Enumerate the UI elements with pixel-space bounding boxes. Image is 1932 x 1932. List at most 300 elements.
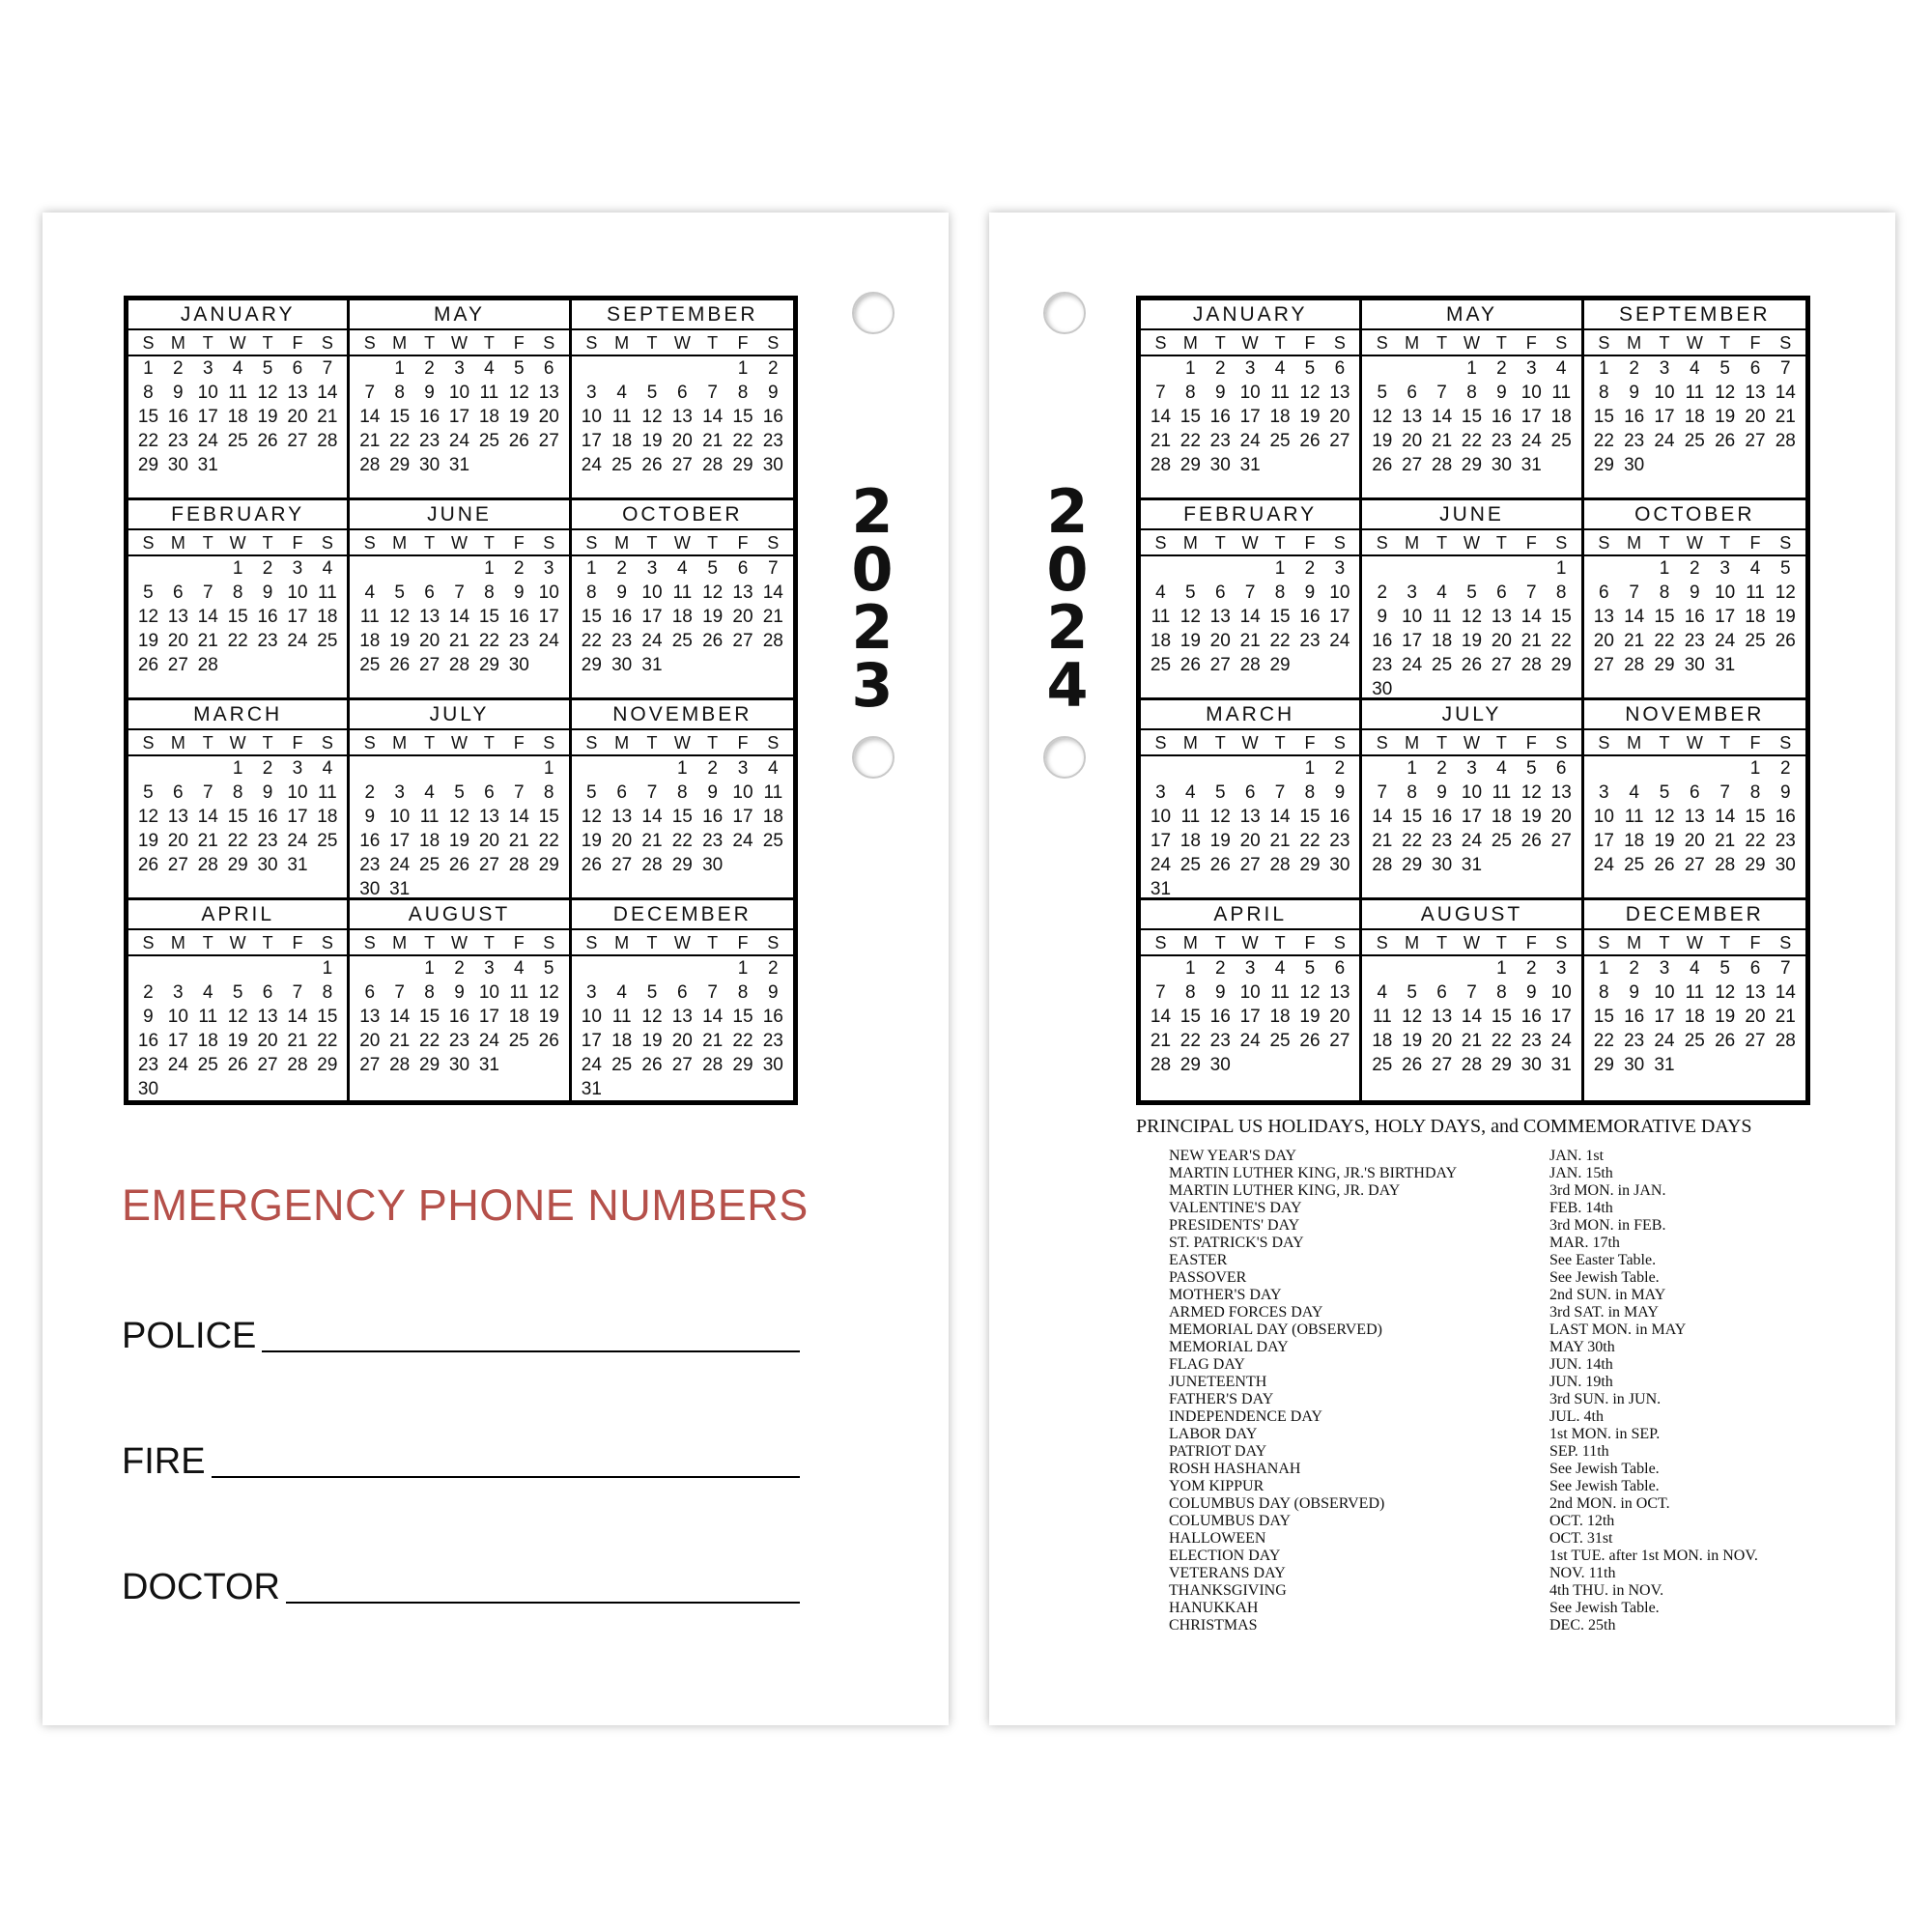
week-row bbox=[1584, 853, 1805, 877]
weekday-header: W bbox=[450, 333, 468, 353]
day-cell: 24 bbox=[641, 631, 663, 651]
day-cell: 30 bbox=[508, 655, 529, 675]
day-cell: 23 bbox=[702, 831, 724, 851]
week-row bbox=[350, 756, 568, 781]
week-row bbox=[350, 453, 568, 477]
week-row bbox=[1362, 677, 1580, 700]
weekday-header: S bbox=[767, 933, 780, 952]
week-row bbox=[1362, 1029, 1580, 1053]
doctor-write-line[interactable] bbox=[286, 1601, 800, 1604]
weekday-header: M bbox=[392, 933, 408, 952]
day-cell: 26 bbox=[389, 655, 411, 675]
holiday-name: YOM KIPPUR bbox=[1169, 1478, 1264, 1494]
day-cell: 4 bbox=[1690, 958, 1700, 979]
day-cell bbox=[1295, 877, 1325, 900]
weekday-header: S bbox=[142, 533, 155, 553]
weekday-header-row bbox=[1362, 730, 1580, 756]
day-cell: 12 bbox=[508, 383, 529, 403]
day-cell: 30 bbox=[1209, 1055, 1231, 1075]
week-row bbox=[1584, 581, 1805, 605]
month-name: JUNE bbox=[350, 500, 568, 530]
week-row bbox=[572, 605, 793, 629]
day-cell bbox=[1295, 1053, 1325, 1077]
day-cell: 28 bbox=[197, 655, 218, 675]
day-cell bbox=[312, 853, 342, 877]
day-cell: 14 bbox=[197, 607, 218, 627]
day-cell: 6 bbox=[173, 582, 184, 603]
day-cell: 20 bbox=[1745, 407, 1766, 427]
day-cell: 16 bbox=[1209, 407, 1231, 427]
day-cell: 15 bbox=[1179, 407, 1201, 427]
holiday-row bbox=[1169, 1339, 1845, 1356]
holiday-row bbox=[1169, 1165, 1845, 1182]
day-cell: 6 bbox=[616, 782, 627, 803]
day-cell bbox=[1517, 853, 1547, 877]
day-cell bbox=[1397, 356, 1427, 381]
day-cell: 5 bbox=[1719, 958, 1730, 979]
calendar-2024 bbox=[1136, 296, 1810, 1105]
day-cell: 12 bbox=[1299, 383, 1321, 403]
day-cell: 9 bbox=[514, 582, 525, 603]
day-cell: 17 bbox=[1654, 1007, 1675, 1027]
day-cell: 17 bbox=[641, 607, 663, 627]
year-digit: 2 bbox=[1046, 592, 1089, 663]
day-cell: 1 bbox=[394, 358, 405, 379]
day-cell: 25 bbox=[1684, 431, 1705, 451]
day-cell: 2 bbox=[1334, 758, 1346, 779]
day-cell: 23 bbox=[359, 855, 381, 875]
week-row bbox=[1362, 653, 1580, 677]
day-cell: 23 bbox=[167, 431, 188, 451]
day-cell: 28 bbox=[287, 1055, 308, 1075]
day-cell: 29 bbox=[419, 1055, 440, 1075]
day-cell: 17 bbox=[167, 1031, 188, 1051]
day-cell: 12 bbox=[227, 1007, 248, 1027]
day-cell: 27 bbox=[1239, 855, 1261, 875]
day-cell: 12 bbox=[1654, 807, 1675, 827]
day-cell: 20 bbox=[1684, 831, 1705, 851]
day-cell: 14 bbox=[1775, 982, 1796, 1003]
day-cell: 27 bbox=[478, 855, 499, 875]
day-cell: 3 bbox=[484, 958, 495, 979]
fire-label: FIRE bbox=[122, 1441, 206, 1482]
day-cell: 6 bbox=[262, 982, 273, 1003]
weekday-header-row bbox=[572, 930, 793, 956]
month-block bbox=[1141, 700, 1362, 900]
weekday-header: T bbox=[1214, 933, 1226, 952]
holiday-name: ARMED FORCES DAY bbox=[1169, 1304, 1323, 1321]
day-cell: 28 bbox=[317, 431, 338, 451]
day-cell: 22 bbox=[478, 631, 499, 651]
day-cell bbox=[1710, 453, 1740, 477]
year-digit: 3 bbox=[851, 650, 894, 721]
day-cell bbox=[1649, 756, 1679, 781]
day-cell: 27 bbox=[732, 631, 753, 651]
day-cell: 19 bbox=[1402, 1031, 1423, 1051]
holiday-row bbox=[1169, 1426, 1845, 1443]
day-cell: 8 bbox=[1304, 782, 1316, 803]
day-cell: 19 bbox=[1299, 1007, 1321, 1027]
day-cell: 22 bbox=[1179, 1031, 1201, 1051]
day-cell: 23 bbox=[1329, 831, 1350, 851]
day-cell: 29 bbox=[137, 455, 159, 475]
holiday-name: MEMORIAL DAY (OBSERVED) bbox=[1169, 1321, 1382, 1338]
day-cell: 22 bbox=[581, 631, 602, 651]
day-cell: 9 bbox=[424, 383, 435, 403]
day-cell bbox=[697, 1077, 727, 1100]
day-cell: 20 bbox=[1593, 631, 1614, 651]
holiday-row bbox=[1169, 1287, 1845, 1304]
weekday-header: F bbox=[513, 333, 525, 353]
day-cell: 13 bbox=[732, 582, 753, 603]
week-row bbox=[572, 956, 793, 980]
day-cell: 30 bbox=[702, 855, 724, 875]
day-cell: 1 bbox=[737, 958, 749, 979]
month-block bbox=[350, 700, 571, 900]
day-cell bbox=[1771, 1053, 1801, 1077]
day-cell: 21 bbox=[389, 1031, 411, 1051]
month-name: JULY bbox=[350, 700, 568, 730]
day-cell: 16 bbox=[359, 831, 381, 851]
day-cell: 25 bbox=[762, 831, 783, 851]
week-row bbox=[350, 853, 568, 877]
day-cell: 23 bbox=[762, 431, 783, 451]
day-cell bbox=[1589, 756, 1619, 781]
day-cell: 19 bbox=[1715, 407, 1736, 427]
day-cell: 26 bbox=[1654, 855, 1675, 875]
weekday-header: F bbox=[292, 733, 303, 753]
day-cell: 13 bbox=[1491, 607, 1512, 627]
day-cell: 25 bbox=[1624, 855, 1645, 875]
day-cell: 4 bbox=[1377, 982, 1388, 1003]
holiday-name: COLUMBUS DAY (OBSERVED) bbox=[1169, 1495, 1385, 1512]
day-cell: 5 bbox=[232, 982, 243, 1003]
day-cell: 31 bbox=[1520, 455, 1542, 475]
day-cell: 8 bbox=[322, 982, 333, 1003]
weekday-header: T bbox=[1436, 533, 1448, 553]
week-row bbox=[350, 781, 568, 805]
holiday-name: CHRISTMAS bbox=[1169, 1617, 1258, 1634]
day-cell: 22 bbox=[389, 431, 411, 451]
day-cell: 22 bbox=[732, 1031, 753, 1051]
day-cell: 29 bbox=[1179, 1055, 1201, 1075]
day-cell bbox=[1619, 756, 1649, 781]
day-cell: 27 bbox=[1329, 1031, 1350, 1051]
day-cell: 4 bbox=[322, 758, 333, 779]
year-digit: 2 bbox=[851, 592, 894, 663]
day-cell bbox=[668, 653, 697, 677]
day-cell: 20 bbox=[671, 431, 693, 451]
week-row bbox=[128, 605, 347, 629]
day-cell: 7 bbox=[768, 558, 779, 579]
day-cell: 2 bbox=[1629, 358, 1639, 379]
day-cell: 24 bbox=[287, 631, 308, 651]
day-cell: 11 bbox=[198, 1007, 218, 1027]
weekday-header: W bbox=[229, 533, 246, 553]
day-cell bbox=[414, 756, 444, 781]
weekday-header: T bbox=[483, 333, 495, 353]
day-cell: 15 bbox=[419, 1007, 440, 1027]
day-cell: 12 bbox=[389, 607, 411, 627]
weekday-header: T bbox=[202, 733, 213, 753]
weekday-header: T bbox=[262, 733, 273, 753]
day-cell: 2 bbox=[262, 558, 273, 579]
calendar-2023 bbox=[124, 296, 798, 1105]
weekday-header: W bbox=[1241, 533, 1259, 553]
day-cell: 9 bbox=[1334, 782, 1346, 803]
day-cell: 16 bbox=[1299, 607, 1321, 627]
day-cell: 15 bbox=[538, 807, 559, 827]
day-cell: 5 bbox=[1377, 383, 1388, 403]
day-cell: 22 bbox=[1179, 431, 1201, 451]
punch-hole-top bbox=[1043, 292, 1086, 334]
week-row bbox=[1141, 556, 1359, 581]
day-cell: 5 bbox=[586, 782, 597, 803]
holiday-row bbox=[1169, 1356, 1845, 1374]
week-row bbox=[1362, 829, 1580, 853]
day-cell: 22 bbox=[419, 1031, 440, 1051]
weekday-header: F bbox=[292, 933, 303, 952]
day-cell bbox=[133, 556, 163, 581]
day-cell: 1 bbox=[1659, 558, 1670, 579]
day-cell: 19 bbox=[137, 631, 159, 651]
holiday-name: MOTHER'S DAY bbox=[1169, 1287, 1282, 1303]
day-cell: 20 bbox=[732, 607, 753, 627]
day-cell: 26 bbox=[641, 455, 663, 475]
day-cell: 9 bbox=[768, 383, 779, 403]
day-cell: 24 bbox=[1654, 1031, 1675, 1051]
day-cell: 20 bbox=[419, 631, 440, 651]
year-label-2023 bbox=[848, 476, 896, 721]
day-cell: 3 bbox=[1526, 358, 1537, 379]
day-cell bbox=[1517, 556, 1547, 581]
weekday-header: M bbox=[1627, 933, 1642, 952]
weekday-header: S bbox=[585, 733, 598, 753]
day-cell: 27 bbox=[359, 1055, 381, 1075]
day-cell bbox=[697, 356, 727, 381]
week-row bbox=[572, 453, 793, 477]
day-cell bbox=[504, 453, 534, 477]
day-cell: 15 bbox=[732, 1007, 753, 1027]
day-cell: 10 bbox=[478, 982, 499, 1003]
month-block bbox=[128, 900, 350, 1100]
weekday-header-row bbox=[350, 930, 568, 956]
day-cell: 30 bbox=[167, 455, 188, 475]
day-cell: 8 bbox=[143, 383, 154, 403]
day-cell: 1 bbox=[1406, 758, 1417, 779]
right-planner-page bbox=[989, 213, 1895, 1725]
day-cell: 8 bbox=[586, 582, 597, 603]
holiday-date: See Jewish Table. bbox=[1549, 1269, 1660, 1286]
holiday-date: 3rd SUN. in JUN. bbox=[1549, 1391, 1662, 1407]
holiday-date: 3rd MON. in JAN. bbox=[1549, 1182, 1666, 1199]
weekday-header: F bbox=[737, 533, 749, 553]
day-cell: 4 bbox=[202, 982, 213, 1003]
day-cell: 10 bbox=[1654, 383, 1675, 403]
day-cell: 24 bbox=[1239, 1031, 1261, 1051]
day-cell: 18 bbox=[197, 1031, 218, 1051]
day-cell bbox=[1146, 956, 1176, 980]
day-cell: 5 bbox=[1304, 958, 1316, 979]
day-cell: 23 bbox=[1209, 1031, 1231, 1051]
weekday-header: W bbox=[1241, 733, 1259, 753]
day-cell: 10 bbox=[581, 1007, 602, 1027]
day-cell: 5 bbox=[646, 383, 658, 403]
holiday-row bbox=[1169, 1148, 1845, 1165]
weekday-header-row bbox=[1584, 730, 1805, 756]
weekday-header: M bbox=[1405, 933, 1420, 952]
day-cell bbox=[697, 956, 727, 980]
day-cell: 22 bbox=[1491, 1031, 1512, 1051]
weekday-header: S bbox=[585, 933, 598, 952]
day-cell bbox=[444, 877, 474, 900]
day-cell: 23 bbox=[257, 631, 278, 651]
month-block bbox=[128, 700, 350, 900]
day-cell: 16 bbox=[167, 407, 188, 427]
fire-write-line[interactable] bbox=[212, 1475, 800, 1478]
day-cell bbox=[727, 653, 757, 677]
day-cell bbox=[1740, 1053, 1770, 1077]
day-cell: 25 bbox=[478, 431, 499, 451]
weekday-header: T bbox=[1274, 933, 1286, 952]
holiday-date: MAY 30th bbox=[1549, 1339, 1615, 1355]
day-cell: 11 bbox=[1270, 982, 1290, 1003]
day-cell: 25 bbox=[611, 1055, 633, 1075]
holiday-name: MARTIN LUTHER KING, JR.'S BIRTHDAY bbox=[1169, 1165, 1458, 1181]
week-row bbox=[1584, 829, 1805, 853]
day-cell: 28 bbox=[197, 855, 218, 875]
month-name: DECEMBER bbox=[572, 900, 793, 930]
week-row bbox=[128, 556, 347, 581]
day-cell: 3 bbox=[1599, 782, 1609, 803]
day-cell: 2 bbox=[707, 758, 718, 779]
week-row bbox=[1362, 980, 1580, 1005]
day-cell: 12 bbox=[1209, 807, 1231, 827]
weekday-header: T bbox=[1495, 933, 1507, 952]
week-row bbox=[128, 853, 347, 877]
weekday-header: W bbox=[1241, 933, 1259, 952]
day-cell bbox=[355, 356, 384, 381]
day-cell: 12 bbox=[1461, 607, 1483, 627]
day-cell: 17 bbox=[1239, 1007, 1261, 1027]
day-cell: 15 bbox=[137, 407, 159, 427]
day-cell: 10 bbox=[1520, 383, 1542, 403]
day-cell: 21 bbox=[287, 1031, 308, 1051]
day-cell: 12 bbox=[1372, 407, 1393, 427]
day-cell: 8 bbox=[677, 782, 688, 803]
day-cell bbox=[474, 756, 504, 781]
weekday-header: W bbox=[229, 933, 246, 952]
day-cell: 4 bbox=[1274, 358, 1286, 379]
day-cell: 31 bbox=[641, 655, 663, 675]
day-cell: 3 bbox=[202, 358, 213, 379]
day-cell: 2 bbox=[1214, 958, 1226, 979]
day-cell: 19 bbox=[538, 1007, 559, 1027]
day-cell: 6 bbox=[424, 582, 435, 603]
day-cell: 30 bbox=[1775, 855, 1796, 875]
weekday-header-row bbox=[572, 730, 793, 756]
day-cell: 3 bbox=[586, 982, 597, 1003]
week-row bbox=[350, 629, 568, 653]
month-name: MAY bbox=[1362, 300, 1580, 330]
week-row bbox=[128, 381, 347, 405]
month-name: MARCH bbox=[128, 700, 347, 730]
day-cell bbox=[223, 653, 253, 677]
day-cell: 14 bbox=[1461, 1007, 1483, 1027]
day-cell: 7 bbox=[1436, 383, 1447, 403]
holiday-date: JUL. 4th bbox=[1549, 1408, 1604, 1425]
day-cell bbox=[668, 1077, 697, 1100]
day-cell: 23 bbox=[1372, 655, 1393, 675]
weekday-header: S bbox=[767, 733, 780, 753]
police-write-line[interactable] bbox=[262, 1350, 800, 1352]
day-cell: 19 bbox=[448, 831, 470, 851]
weekday-header: T bbox=[707, 333, 719, 353]
holiday-name: VETERANS DAY bbox=[1169, 1565, 1286, 1581]
week-row bbox=[128, 453, 347, 477]
day-cell bbox=[1427, 556, 1457, 581]
day-cell bbox=[193, 1077, 223, 1100]
day-cell: 14 bbox=[702, 407, 724, 427]
week-row bbox=[1362, 605, 1580, 629]
day-cell bbox=[1176, 556, 1206, 581]
day-cell: 21 bbox=[762, 607, 783, 627]
day-cell: 11 bbox=[318, 582, 337, 603]
police-phone-row bbox=[122, 1317, 800, 1355]
day-cell: 25 bbox=[1550, 431, 1572, 451]
day-cell: 22 bbox=[671, 831, 693, 851]
weekday-header: W bbox=[673, 933, 691, 952]
day-cell: 22 bbox=[227, 631, 248, 651]
holiday-name: JUNETEENTH bbox=[1169, 1374, 1267, 1390]
weekday-header: F bbox=[1304, 333, 1316, 353]
day-cell bbox=[504, 1053, 534, 1077]
day-cell: 1 bbox=[1599, 958, 1609, 979]
day-cell bbox=[283, 956, 313, 980]
week-row bbox=[1584, 453, 1805, 477]
day-cell: 31 bbox=[581, 1079, 602, 1099]
day-cell: 28 bbox=[1715, 855, 1736, 875]
day-cell: 2 bbox=[768, 958, 779, 979]
day-cell: 13 bbox=[1402, 407, 1423, 427]
holiday-date: 2nd MON. in OCT. bbox=[1549, 1495, 1670, 1512]
day-cell bbox=[133, 956, 163, 980]
day-cell: 3 bbox=[1406, 582, 1417, 603]
day-cell: 9 bbox=[262, 782, 273, 803]
day-cell: 8 bbox=[1599, 982, 1609, 1003]
month-block bbox=[128, 300, 350, 500]
weekday-header: S bbox=[1154, 733, 1167, 753]
doctor-phone-row bbox=[122, 1568, 800, 1606]
day-cell: 24 bbox=[1593, 855, 1614, 875]
week-row bbox=[1584, 1005, 1805, 1029]
day-cell: 3 bbox=[1659, 958, 1670, 979]
day-cell: 7 bbox=[514, 782, 525, 803]
day-cell: 5 bbox=[1719, 358, 1730, 379]
weekday-header: F bbox=[737, 333, 749, 353]
day-cell: 16 bbox=[448, 1007, 470, 1027]
day-cell: 24 bbox=[581, 455, 602, 475]
week-row bbox=[128, 1077, 347, 1100]
day-cell: 18 bbox=[1179, 831, 1201, 851]
holiday-date: See Jewish Table. bbox=[1549, 1461, 1660, 1477]
month-block bbox=[1584, 300, 1805, 500]
day-cell: 10 bbox=[1461, 782, 1483, 803]
holiday-row bbox=[1169, 1304, 1845, 1321]
day-cell: 28 bbox=[702, 1055, 724, 1075]
day-cell: 2 bbox=[454, 958, 465, 979]
weekday-header: M bbox=[1405, 733, 1420, 753]
